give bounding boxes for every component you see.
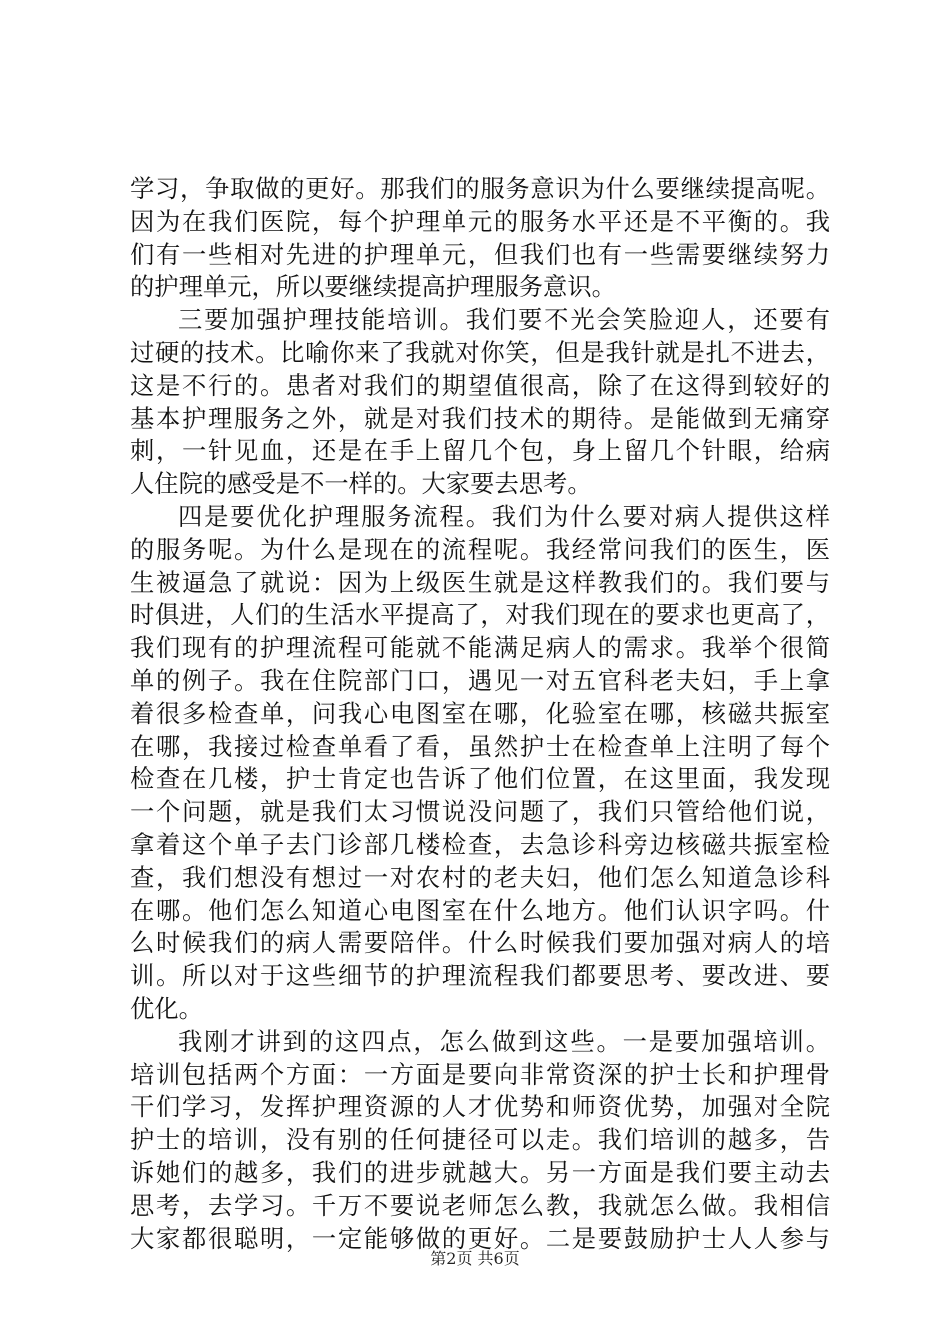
paragraph-start-line: 三要加强护理技能培训。我们要不光会笑脸迎人，还要有 bbox=[178, 305, 830, 335]
text-line: 诉她们的越多，我们的进步就越大。另一方面是我们要主动去 bbox=[130, 1157, 830, 1187]
text-line: 么时候我们的病人需要陪伴。什么时候我们要加强对病人的培 bbox=[130, 928, 830, 958]
text-line: 生被逼急了就说：因为上级医生就是这样教我们的。我们要与 bbox=[130, 567, 830, 597]
body-text bbox=[130, 173, 830, 1255]
text-line: 思考，去学习。千万不要说老师怎么教，我就怎么做。我相信 bbox=[130, 1190, 830, 1220]
text-line: 因为在我们医院，每个护理单元的服务水平还是不平衡的。我 bbox=[130, 206, 830, 236]
text-line: 训。所以对于这些细节的护理流程我们都要思考、要改进、要 bbox=[130, 961, 830, 991]
text-line: 大家都很聪明，一定能够做的更好。二是要鼓励护士人人参与 bbox=[130, 1223, 830, 1253]
text-line: 拿着这个单子去门诊部几楼检查，去急诊科旁边核磁共振室检 bbox=[130, 829, 830, 859]
page-footer bbox=[0, 1246, 950, 1269]
text-line: 在哪，我接过检查单看了看，虽然护士在检查单上注明了每个 bbox=[130, 731, 830, 761]
text-line: 的服务呢。为什么是现在的流程呢。我经常问我们的医生，医 bbox=[130, 534, 830, 564]
text-line: 护士的培训，没有别的任何捷径可以走。我们培训的越多，告 bbox=[130, 1125, 830, 1155]
text-line: 时俱进，人们的生活水平提高了，对我们现在的要求也更高了， bbox=[130, 600, 830, 630]
text-line: 在哪。他们怎么知道心电图室在什么地方。他们认识字吗。什 bbox=[130, 895, 830, 925]
text-line: 单的例子。我在住院部门口，遇见一对五官科老夫妇，手上拿 bbox=[130, 665, 830, 695]
text-line: 人住院的感受是不一样的。大家要去思考。 bbox=[130, 469, 592, 499]
text-line: 刺，一针见血，还是在手上留几个包，身上留几个针眼，给病 bbox=[130, 436, 830, 466]
paragraph-start-line: 四是要优化护理服务流程。我们为什么要对病人提供这样 bbox=[178, 501, 830, 531]
text-line: 检查在几楼，护士肯定也告诉了他们位置，在这里面，我发现 bbox=[130, 764, 830, 794]
text-line: 我们现有的护理流程可能就不能满足病人的需求。我举个很简 bbox=[130, 633, 830, 663]
text-line: 优化。 bbox=[130, 993, 203, 1023]
text-line: 这是不行的。患者对我们的期望值很高，除了在这得到较好的 bbox=[130, 370, 830, 400]
text-line: 的护理单元，所以要继续提高护理服务意识。 bbox=[130, 272, 616, 302]
paragraph-start-line: 我刚才讲到的这四点，怎么做到这些。一是要加强培训。 bbox=[178, 1026, 830, 1056]
page-number: 第2页 共6页 bbox=[430, 1249, 520, 1268]
text-line: 学习，争取做的更好。那我们的服务意识为什么要继续提高呢。 bbox=[130, 174, 830, 203]
text-line: 一个问题，就是我们太习惯说没问题了，我们只管给他们说， bbox=[130, 797, 830, 827]
text-line: 培训包括两个方面：一方面是要向非常资深的护士长和护理骨 bbox=[130, 1059, 830, 1089]
text-line: 们有一些相对先进的护理单元，但我们也有一些需要继续努力 bbox=[130, 239, 830, 269]
text-line: 干们学习，发挥护理资源的人才优势和师资优势，加强对全院 bbox=[130, 1092, 830, 1122]
text-line: 过硬的技术。比喻你来了我就对你笑，但是我针就是扎不进去， bbox=[130, 337, 830, 367]
text-line: 查，我们想没有想过一对农村的老夫妇，他们怎么知道急诊科 bbox=[130, 862, 830, 892]
text-line: 着很多检查单，问我心电图室在哪，化验室在哪，核磁共振室 bbox=[130, 698, 830, 728]
text-line: 基本护理服务之外，就是对我们技术的期待。是能做到无痛穿 bbox=[130, 403, 830, 433]
